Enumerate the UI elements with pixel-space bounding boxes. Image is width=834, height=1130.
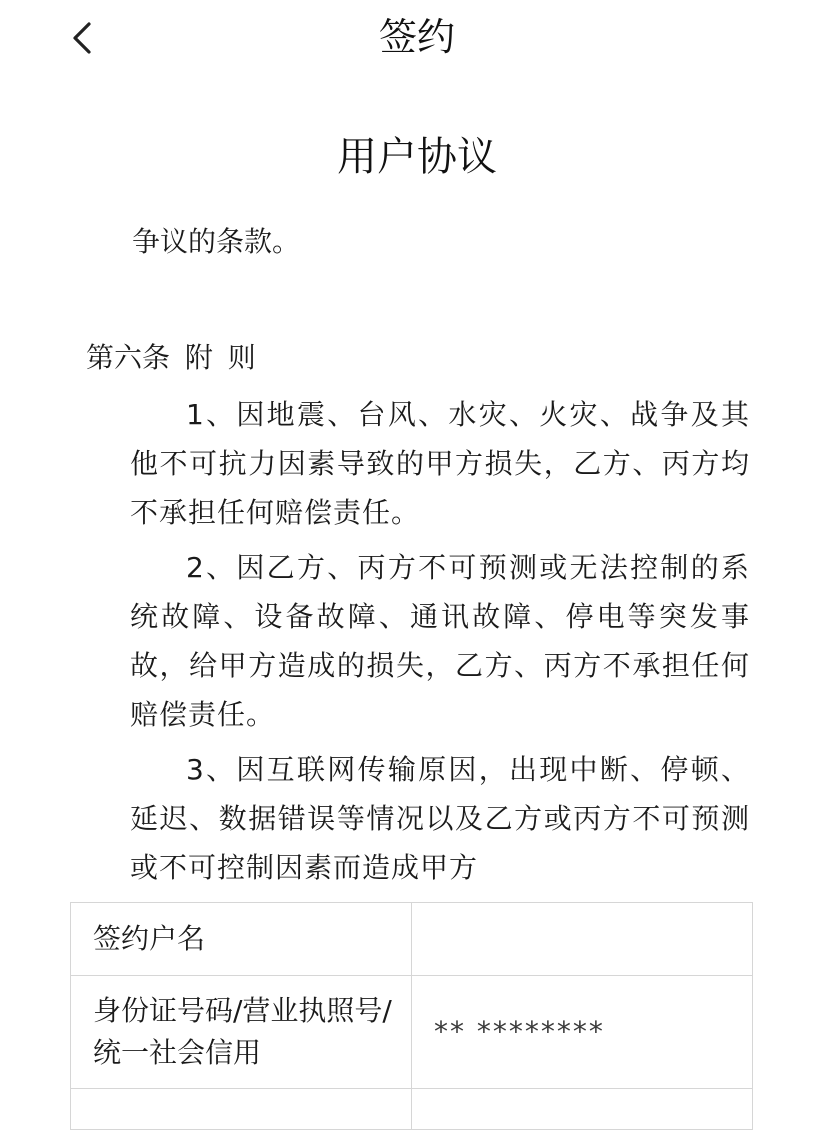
table-row — [71, 976, 753, 1089]
nav-bar — [0, 0, 834, 80]
section-heading: 第六条 附 则 — [86, 341, 256, 374]
table-row — [71, 1089, 753, 1130]
id-number-label: 身份证号码/营业执照号/统一社会信用 — [71, 976, 412, 1089]
clause-1: 1、因地震、台风、水灾、火灾、战争及其他不可抗力因素导致的甲方损失，乙方、丙方均不承担任何赔偿责任。 — [130, 398, 750, 529]
clause-2: 2、因乙方、丙方不可预测或无法控制的系统故障、设备故障、通讯故障、停电等突发事故，给甲方造成的损失，乙方、丙方不承担任何赔偿责任。 — [130, 551, 750, 731]
table-row — [71, 903, 753, 976]
intro-text: 争议的条款。 — [132, 225, 301, 258]
clause-3: 3、因互联网传输原因，出现中断、停顿、延迟、数据错误等情况以及乙方或丙方不可预测或不可控制因素而造成甲方 — [130, 753, 750, 884]
account-name-value — [412, 903, 753, 976]
next-row-label — [71, 1089, 412, 1130]
id-number-value: ** ******** — [412, 976, 753, 1089]
page-title: 签约 — [378, 15, 455, 59]
next-row-value — [412, 1089, 753, 1130]
agreement-title: 用户协议 — [337, 134, 497, 180]
signing-info-table — [70, 902, 753, 1130]
clause-list — [130, 390, 750, 898]
account-name-label: 签约户名 — [71, 903, 412, 976]
